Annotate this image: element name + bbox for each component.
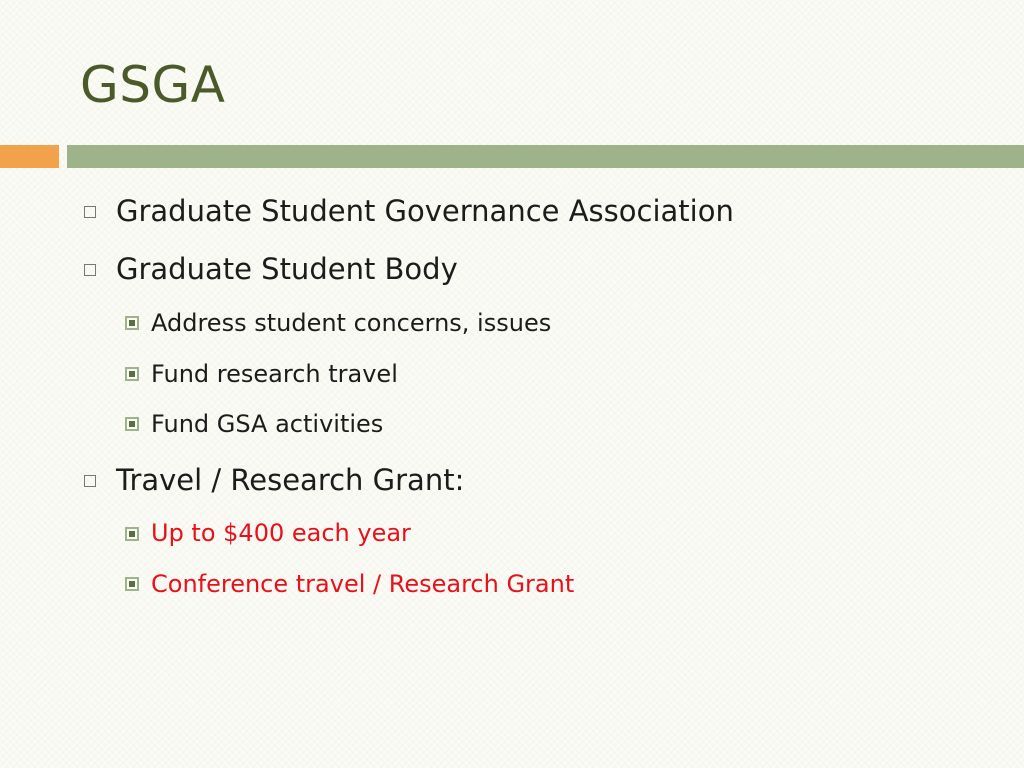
hollow-square-bullet-icon — [84, 206, 96, 218]
hollow-square-bullet-icon — [84, 475, 96, 487]
filled-square-bullet-icon — [125, 316, 139, 330]
hollow-square-bullet-icon — [84, 264, 96, 276]
slide-title: GSGA — [80, 56, 226, 114]
filled-square-bullet-icon — [125, 577, 139, 591]
filled-square-bullet-icon — [125, 367, 139, 381]
bullet-text: Travel / Research Grant: — [116, 463, 465, 497]
sub-bullet-text: Address student concerns, issues — [151, 309, 552, 337]
sub-bullet-text-highlight: Up to $400 each year — [151, 519, 411, 547]
sub-bullet-text: Fund GSA activities — [151, 410, 384, 438]
sub-bullet-text: Fund research travel — [151, 360, 398, 388]
sub-bullet-text-highlight: Conference travel / Research Grant — [151, 570, 575, 598]
accent-bar-green — [67, 145, 1024, 168]
bullet-text: Graduate Student Governance Association — [116, 194, 734, 228]
filled-square-bullet-icon — [125, 417, 139, 431]
accent-bar-orange — [0, 145, 59, 168]
filled-square-bullet-icon — [125, 527, 139, 541]
bullet-text: Graduate Student Body — [116, 252, 458, 286]
